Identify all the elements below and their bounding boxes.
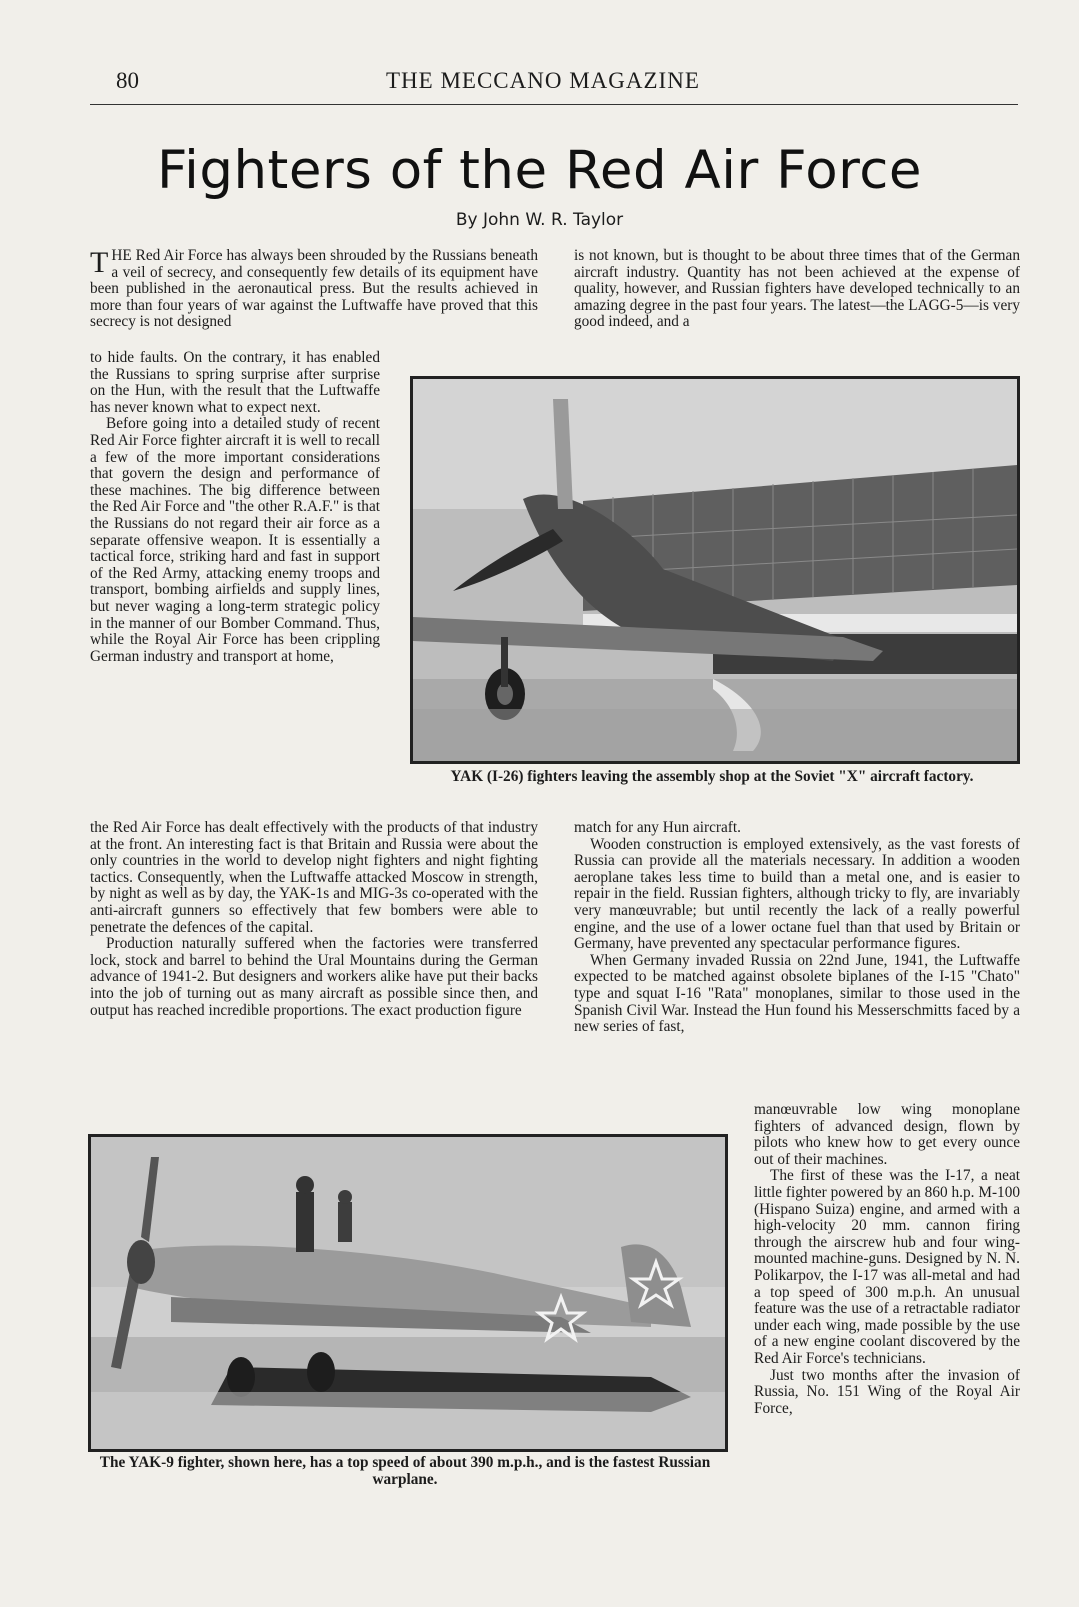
byline: By John W. R. Taylor	[455, 210, 624, 230]
paragraph: the Red Air Force has dealt effectively with the products of that industry at the front. An interesting fact is that Britain and Russia were about the only countries in the world to develop night fighters and night fighting tactics. Consequently, when the Luftwaffe attacked Moscow in strength, by night as well as by day, the YAK-1s and MIG-3s co-operated with the anti-aircraft gunners so effectively that few bombers were able to penetrate the defences of the capital.	[90, 820, 538, 936]
header-rule	[90, 104, 1018, 105]
column-1-narrow	[90, 350, 380, 820]
article-title: Fighters of the Red Air Force	[156, 140, 923, 201]
paragraph: manœuvrable low wing monoplane fighters of advanced design, flown by pilots who knew how to get every ounce out of their machines.	[754, 1102, 1020, 1168]
paragraph	[90, 248, 538, 331]
paragraph: Before going into a detailed study of recent Red Air Force fighter aircraft it is well to recall a few of the more important considerations that govern the design and performance of these machines. The big difference between the Red Air Force and "the other R.A.F." is that the Russians do not regard their air force as a separate offensive weapon. It is essentially a tactical force, striking hard and fast in support of the Red Army, attacking enemy troops and transport, bombing airfields and supply lines, but never waging a long-term strategic policy in the manner of our Bomber Command. Thus, while the Royal Air Force has been crippling German industry and transport at home,	[90, 415, 380, 665]
paragraph: is not known, but is thought to be about three times that of the German aircraft industry. Quantity has not been achieved at the expense of quality, however, and Russian fighters have developed technically to an amazing degree in the past four years. The latest—the LAGG-5—is very good indeed, and a	[574, 248, 1020, 331]
photo-illustration	[413, 379, 1017, 761]
column-1-top	[90, 248, 538, 350]
column-2-middle	[574, 820, 1020, 1102]
running-head	[116, 68, 1036, 98]
photo-2-caption: The YAK-9 fighter, shown here, has a top speed of about 390 m.p.h., and is the fastest Russian warplane.	[99, 1454, 711, 1488]
magazine-title: THE MECCANO MAGAZINE	[386, 68, 700, 93]
photo-1-caption: YAK (I-26) fighters leaving the assembly shop at the Soviet "X" aircraft factory.	[450, 768, 974, 785]
paragraph-text: HE Red Air Force has always been shrouded by the Russians beneath a veil of secrecy, and consequently few details of its equipment have been published in the aeronautical press. But the results achieved in more than four years of war against the Luftwaffe have proved that this secrecy is not designed	[90, 248, 538, 331]
column-2-top	[574, 248, 1020, 350]
photo-illustration	[91, 1137, 725, 1449]
paragraph: to hide faults. On the contrary, it has enabled the Russians to spring surprise after surprise on the Hun, with the result that the Luftwaffe has never known what to expect next.	[90, 350, 380, 416]
column-2-narrow	[754, 1102, 1020, 1516]
paragraph: Production naturally suffered when the factories were transferred lock, stock and barrel to behind the Ural Mountains during the German advance of 1941-2. But designers and workers alike have put their backs into the job of turning out as many aircraft as possible since then, and output has reached incredible proportions. The exact production figure	[90, 935, 538, 1019]
drop-cap: T	[90, 248, 109, 279]
photo-yak-9-fighter	[88, 1134, 728, 1452]
paragraph: match for any Hun aircraft.	[574, 820, 741, 836]
paragraph: When Germany invaded Russia on 22nd June, 1941, the Luftwaffe expected to be matched against obsolete biplanes of the I-15 "Chato" type and squat I-16 "Rata" monoplanes, similar to those used in the Spanish Civil War. Instead the Hun found his Messerschmitts faced by a new series of fast,	[574, 951, 1020, 1036]
paragraph: Just two months after the invasion of Russia, No. 151 Wing of the Royal Air Force,	[754, 1366, 1020, 1417]
paragraph: The first of these was the I-17, a neat little fighter powered by an 860 h.p. M-100 (Hispano Suiza) engine, and armed with a high-velocity 20 mm. cannon firing through the airscrew hub and four wing-mounted machine-guns. Designed by N. N. Polikarpov, the I-17 was all-metal and had a top speed of 300 m.p.h. An unusual feature was the use of a retractable radiator under each wing, made possible by the use of a new engine coolant discovered by the Red Air Force's technicians.	[754, 1167, 1020, 1367]
page-number: 80	[116, 68, 139, 93]
column-1-bottom	[90, 820, 538, 1102]
photo-yak-i26-assembly-shop	[410, 376, 1020, 764]
paragraph: Wooden construction is employed extensively, as the vast forests of Russia can provide all the materials necessary. In addition a wooden aeroplane takes less time to build than a metal one, and is easier to repair in the field. Russian fighters, although tricky to fly, are invariably very manœuvrable; but until recently the lack of a really powerful engine, and the use of a lower octane fuel than that used by Britain or Germany, have prevented any spectacular performance figures.	[574, 835, 1020, 953]
